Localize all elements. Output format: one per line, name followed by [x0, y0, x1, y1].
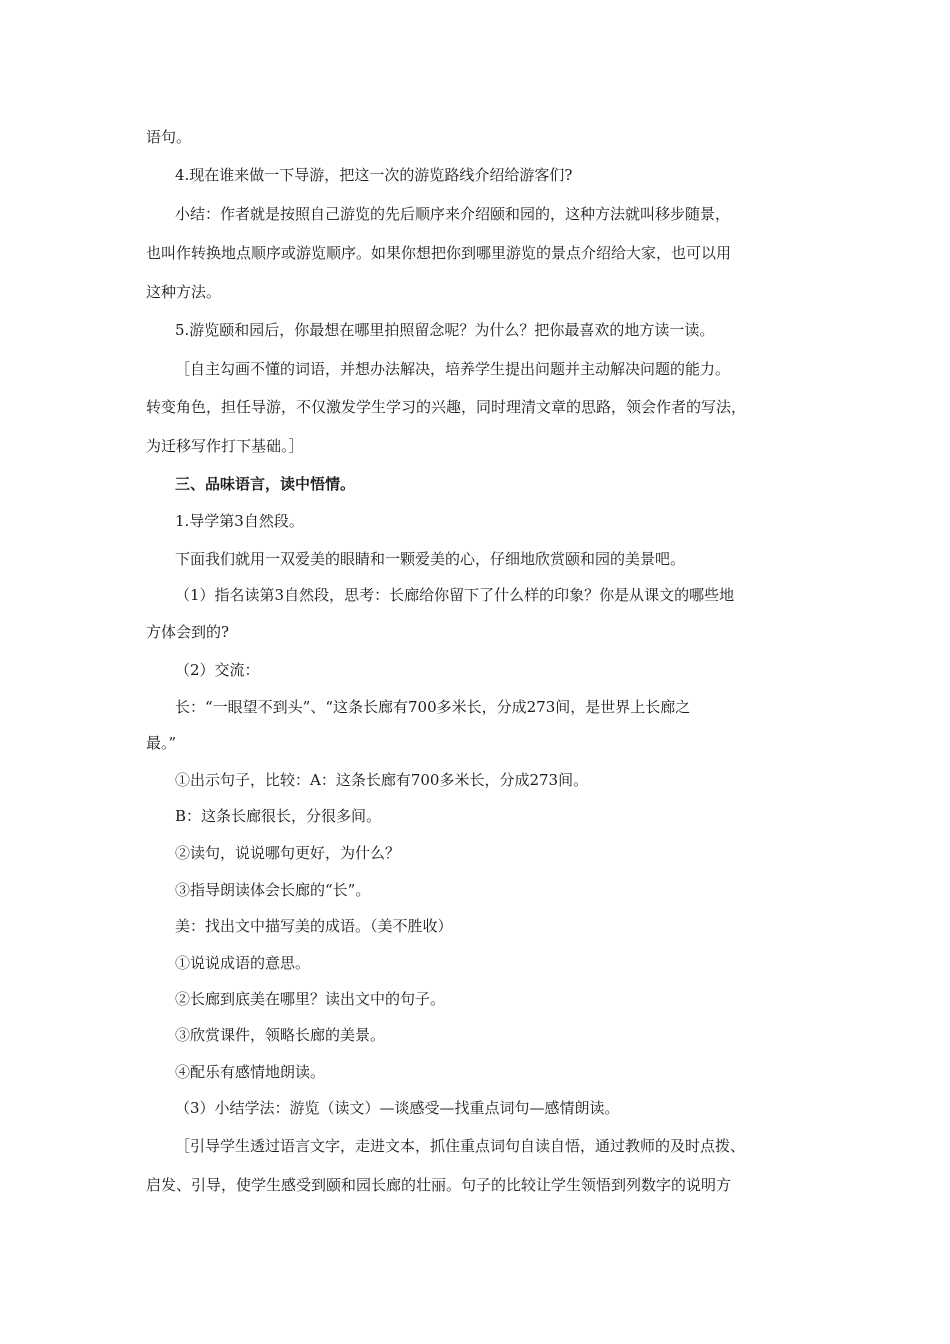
text-line: 转变角色，担任导游，不仅激发学生学习的兴趣，同时理清文章的思路，领会作者的写法， [146, 398, 747, 416]
text-line: 语句。 [146, 128, 192, 146]
text-line: 也叫作转换地点顺序或游览顺序。如果你想把你到哪里游览的景点介绍给大家，也可以用 [146, 244, 732, 262]
text-line: 方体会到的? [146, 623, 230, 641]
text-line: （1）指名读第3自然段，思考：长廊给你留下了什么样的印象？你是从课文的哪些地 [175, 586, 735, 604]
text-line: 4.现在谁来做一下导游，把这一次的游览路线介绍给游客们? [175, 166, 573, 184]
text-line: 启发、引导，使学生感受到颐和园长廊的壮丽。句子的比较让学生领悟到列数字的说明方 [146, 1176, 732, 1194]
text-line: ③欣赏课件，领略长廊的美景。 [175, 1026, 386, 1044]
text-line: 这种方法。 [146, 283, 222, 301]
text-line: 下面我们就用一双爱美的眼睛和一颗爱美的心，仔细地欣赏颐和园的美景吧。 [175, 550, 686, 568]
text-line: ②长廊到底美在哪里？读出文中的句子。 [175, 990, 446, 1008]
text-line: ［引导学生透过语言文字，走进文本，抓住重点词句自读自悟，通过教师的及时点拨、 [175, 1137, 746, 1155]
text-line: ②读句，说说哪句更好，为什么？ [175, 844, 401, 862]
text-line: ①出示句子，比较：A：这条长廊有700多米长，分成273间。 [175, 771, 589, 789]
text-line: 美：找出文中描写美的成语。（美不胜收） [175, 917, 453, 935]
text-line: （3）小结学法：游览（读文）—谈感受—找重点词句—感情朗读。 [175, 1099, 620, 1117]
text-line: ［自主勾画不懂的词语，并想办法解决，培养学生提出问题并主动解决问题的能力。 [175, 360, 731, 378]
text-line: ④配乐有感情地朗读。 [175, 1063, 326, 1081]
text-line: 5.游览颐和园后，你最想在哪里拍照留念呢？为什么？把你最喜欢的地方读一读。 [175, 321, 715, 339]
text-line: 1.导学第3自然段。 [175, 512, 304, 530]
text-line: 最。” [146, 734, 177, 752]
text-line: ③指导朗读体会长廊的“长”。 [175, 881, 371, 899]
text-line: 小结：作者就是按照自己游览的先后顺序来介绍颐和园的，这种方法就叫移步随景， [175, 205, 731, 223]
text-line: ①说说成语的意思。 [175, 954, 311, 972]
section-heading: 三、品味语言，读中悟情。 [175, 475, 356, 493]
text-line: 长：“一眼望不到头”、“这条长廊有700多米长，分成273间，是世界上长廊之 [175, 698, 691, 716]
text-line: 为迁移写作打下基础。］ [146, 437, 304, 455]
text-line: B：这条长廊很长，分很多间。 [175, 807, 382, 825]
text-line: （2）交流： [175, 661, 260, 679]
